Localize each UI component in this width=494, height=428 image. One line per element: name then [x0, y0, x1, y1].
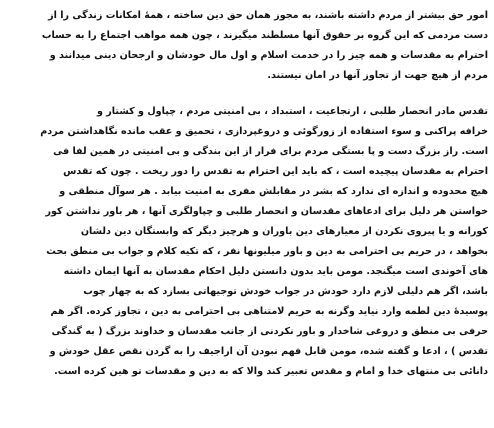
text-line: دست مردمی که این گروه بر حقوق آنها مسلطند میگیرند ، چون همه مواهب اجتماع را به حساب — [41, 30, 488, 41]
text-line: خواستن هر دلیل برای ادعاهای مقدسان و انحصار طلبی و چپاولگری آنها ، هر باور نداشتن کور — [45, 206, 488, 217]
text-line: تقدس ) ، ادعا و گفته شده، مومن قابل فهم نبودن آن اراجیف را به گردن نقص عقل خودش و — [49, 346, 488, 357]
text-line: احترام به مقدسان پیچیده است ، که باید این احترام به تقدس را دور ریخت . چون که تقدس — [63, 166, 488, 177]
text-line: پوسیدهٔ دین لطمه وارد نیاید وگرنه به حریم لامتناهی بی احترامی به دین ، تجاوز کرده. اگر هم — [50, 306, 488, 317]
text-line: امور حق بیشتر از مردم داشته باشند، به مجوز همان حق دین ساخته ، همهٔ امکانات زندگی را از — [48, 10, 488, 21]
text-line: خرافه پراکنی و سوء استفاده از زورگوئی و دروغپردازی ، تحمیق و عقب مانده نگاهداشتن مردم — [40, 126, 488, 137]
text-line: احترام به مقدسات و همه چیز را در خدمت اسلام و اول مال خودشان و ارجحان دینی میدانند و — [49, 50, 488, 61]
text-line: هیچ محدوده و اندازه ای ندارد که بشر در مقابلش مفری به امنیت بیابد . هر سوآل منطقی و — [59, 186, 488, 197]
text-line: باشد، اگر هم دلیلی لازم دارد خودش در جواب خودش توجیهاتی بسازد که به چهار چوب — [83, 286, 488, 297]
text-line: کورانه و یا پیروی نکردن از معیارهای دین باوران و هرچیز دیگر که وابستگان دین دلشان — [80, 226, 488, 237]
text-line: تقدس مادر انحصار طلبی ، ارتجاعیت ، استبداد ، بی امنیتی مردم ، چپاول و کشتار و — [96, 106, 488, 117]
paragraph-gap — [8, 86, 488, 102]
text-line: مردم از هیچ جهت از تجاوز آنها در امان نیستند. — [267, 70, 488, 81]
text-line: بخواهد ، در حریم بی احترامی به دین و باور میلیونها نفر ، که تکیه کلام و جواب بی منطق بحث — [46, 246, 488, 257]
paragraph-1 — [8, 6, 488, 86]
text-line: است. راز بزرگ دست و پا بستگی مردم برای فرار از این بندگی و بی امنیتی در همین لفا فی — [53, 146, 488, 157]
text-line: حرفی بی منطق و دروغی شاخدار و باور نکردنی از جانب مقدسان و خداوند بزرگ ( به گندگی — [51, 326, 488, 337]
paragraph-2 — [8, 102, 488, 382]
text-line: های آخوندی است میگنجد. مومن باید بدون دانستن دلیل احکام مقدسان به آنها ایمان داشته — [63, 266, 488, 277]
text-line: دانائی بی منتهای خدا و امام و مقدس تعبیر کند والا که به دین و مقدسات تو هین کرده است. — [54, 366, 488, 377]
